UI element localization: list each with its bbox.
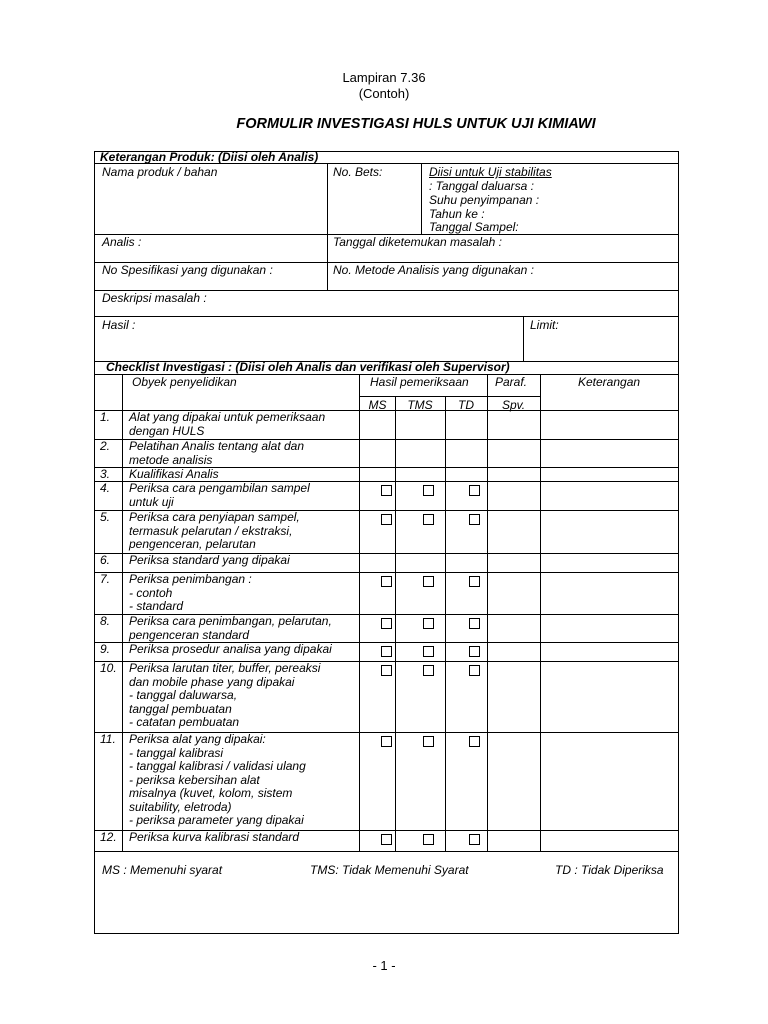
divider: [327, 163, 328, 290]
legend-td: TD : Tidak Diperiksa: [555, 863, 664, 877]
form-title: FORMULIR INVESTIGASI HULS UNTUK UJI KIMIAWI: [236, 116, 596, 132]
item-text: pengenceran standard: [129, 627, 250, 642]
checklist-section-label: Checklist Investigasi : (Diisi oleh Analis dan verifikasi oleh Supervisor): [106, 360, 510, 374]
column-divider: [359, 374, 360, 851]
item-text: - catatan pembuatan: [129, 715, 240, 729]
td-checkbox[interactable]: [469, 576, 480, 587]
item-text: - standard: [129, 599, 184, 613]
item-number: 3.: [100, 467, 111, 481]
item-number: 10.: [100, 661, 117, 675]
ms-checkbox[interactable]: [381, 665, 392, 676]
item-text: suitability, eletroda): [129, 799, 232, 814]
item-text: Periksa larutan titer, buffer, pereaksi: [129, 661, 321, 675]
item-text: Periksa cara pengambilan sampel: [129, 481, 310, 495]
col-result-header: Hasil pemeriksaan: [370, 375, 469, 389]
item-text: Periksa cara penimbangan, pelarutan,: [129, 614, 332, 628]
sub-ms-header: MS: [368, 398, 387, 412]
appendix-label: Lampiran 7.36: [342, 70, 426, 85]
ms-checkbox[interactable]: [381, 485, 392, 496]
batch-number-field[interactable]: No. Bets:: [333, 165, 383, 179]
item-number: 2.: [100, 439, 111, 453]
item-text: - periksa kebersihan alat: [129, 772, 260, 787]
td-checkbox[interactable]: [469, 618, 480, 629]
td-checkbox[interactable]: [469, 736, 480, 747]
tms-checkbox[interactable]: [423, 646, 434, 657]
td-checkbox[interactable]: [469, 514, 480, 525]
item-text: Periksa alat yang dipakai:: [129, 732, 266, 746]
item-text: dengan HULS: [129, 423, 205, 438]
item-text: Periksa prosedur analisa yang dipakai: [129, 642, 332, 656]
stability-heading: Diisi untuk Uji stabilitas: [429, 165, 552, 179]
limit-field[interactable]: Limit:: [530, 318, 559, 332]
sub-spv-header: Spv.: [501, 398, 526, 412]
storage-temp-field[interactable]: Suhu penyimpanan :: [429, 193, 540, 207]
sub-td-header: TD: [458, 398, 474, 412]
item-text: Periksa penimbangan :: [129, 572, 252, 586]
item-text: Alat yang dipakai untuk pemeriksaan: [129, 410, 326, 424]
column-divider: [395, 396, 396, 851]
item-number: 9.: [100, 642, 111, 656]
ms-checkbox[interactable]: [381, 736, 392, 747]
product-name-field[interactable]: Nama produk / bahan: [102, 165, 218, 179]
ms-checkbox[interactable]: [381, 514, 392, 525]
ms-checkbox[interactable]: [381, 646, 392, 657]
item-text: - tanggal kalibrasi: [129, 745, 224, 760]
td-checkbox[interactable]: [469, 665, 480, 676]
problem-description-field[interactable]: Deskripsi masalah :: [102, 291, 207, 305]
item-text: - tanggal daluwarsa,: [129, 688, 238, 702]
divider: [421, 163, 422, 234]
spec-number-field[interactable]: No Spesifikasi yang digunakan :: [102, 263, 273, 277]
item-text: tanggal pembuatan: [129, 701, 232, 716]
tms-checkbox[interactable]: [423, 736, 434, 747]
sub-tms-header: TMS: [407, 398, 433, 412]
divider: [94, 316, 679, 317]
page-number: - 1 -: [372, 958, 396, 973]
tms-checkbox[interactable]: [423, 618, 434, 629]
legend-ms: MS : Memenuhi syarat: [102, 863, 223, 877]
col-object-header: Obyek penyelidikan: [132, 375, 237, 389]
col-notes-header: Keterangan: [578, 375, 641, 389]
item-text: metode analisis: [129, 452, 213, 467]
item-text: - tanggal kalibrasi / validasi ulang: [129, 759, 306, 773]
col-paraf-header: Paraf.: [495, 375, 528, 389]
product-section-label: Keterangan Produk: (Diisi oleh Analis): [100, 150, 319, 164]
divider: [359, 396, 540, 397]
ms-checkbox[interactable]: [381, 618, 392, 629]
item-number: 11.: [100, 732, 116, 746]
year-field[interactable]: Tahun ke :: [429, 207, 485, 221]
item-number: 8.: [100, 614, 111, 628]
td-checkbox[interactable]: [469, 646, 480, 657]
tms-checkbox[interactable]: [423, 576, 434, 587]
item-text: Kualifikasi Analis: [129, 467, 219, 481]
method-number-field[interactable]: No. Metode Analisis yang digunakan :: [333, 263, 535, 277]
tms-checkbox[interactable]: [423, 485, 434, 496]
item-text: - contoh: [129, 585, 173, 600]
found-date-field[interactable]: Tanggal diketemukan masalah :: [333, 235, 502, 249]
item-text: pengenceran, pelarutan: [129, 537, 256, 551]
item-number: 7.: [100, 572, 111, 586]
item-number: 1.: [100, 410, 111, 424]
example-label: (Contoh): [358, 86, 410, 101]
row-divider: [94, 851, 679, 852]
column-divider: [487, 374, 488, 851]
column-divider: [540, 374, 541, 851]
td-checkbox[interactable]: [469, 834, 480, 845]
item-text: Periksa kurva kalibrasi standard: [129, 830, 300, 844]
tms-checkbox[interactable]: [423, 665, 434, 676]
analyst-field[interactable]: Analis :: [102, 235, 142, 249]
column-divider: [122, 374, 123, 851]
item-number: 12.: [100, 830, 117, 844]
item-text: dan mobile phase yang dipakai: [129, 674, 295, 689]
item-text: Periksa cara penyiapan sampel,: [129, 510, 300, 524]
divider: [523, 316, 524, 361]
td-checkbox[interactable]: [469, 485, 480, 496]
tms-checkbox[interactable]: [423, 514, 434, 525]
item-number: 4.: [100, 481, 111, 495]
item-text: misalnya (kuvet, kolom, sistem: [129, 786, 293, 800]
tms-checkbox[interactable]: [423, 834, 434, 845]
item-text: - periksa parameter yang dipakai: [129, 813, 304, 827]
item-text: Periksa standard yang dipakai: [129, 553, 290, 567]
sample-date-field[interactable]: Tanggal Sampel:: [429, 220, 519, 234]
legend-tms: TMS: Tidak Memenuhi Syarat: [310, 863, 469, 877]
expiry-date-field[interactable]: : Tanggal daluarsa :: [429, 179, 534, 193]
result-field[interactable]: Hasil :: [102, 318, 136, 332]
column-divider: [445, 396, 446, 851]
item-number: 5.: [100, 510, 111, 524]
item-number: 6.: [100, 553, 111, 567]
ms-checkbox[interactable]: [381, 834, 392, 845]
item-text: untuk uji: [129, 494, 174, 509]
ms-checkbox[interactable]: [381, 576, 392, 587]
item-text: Pelatihan Analis tentang alat dan: [129, 439, 305, 453]
item-text: termasuk pelarutan / ekstraksi,: [129, 523, 293, 538]
